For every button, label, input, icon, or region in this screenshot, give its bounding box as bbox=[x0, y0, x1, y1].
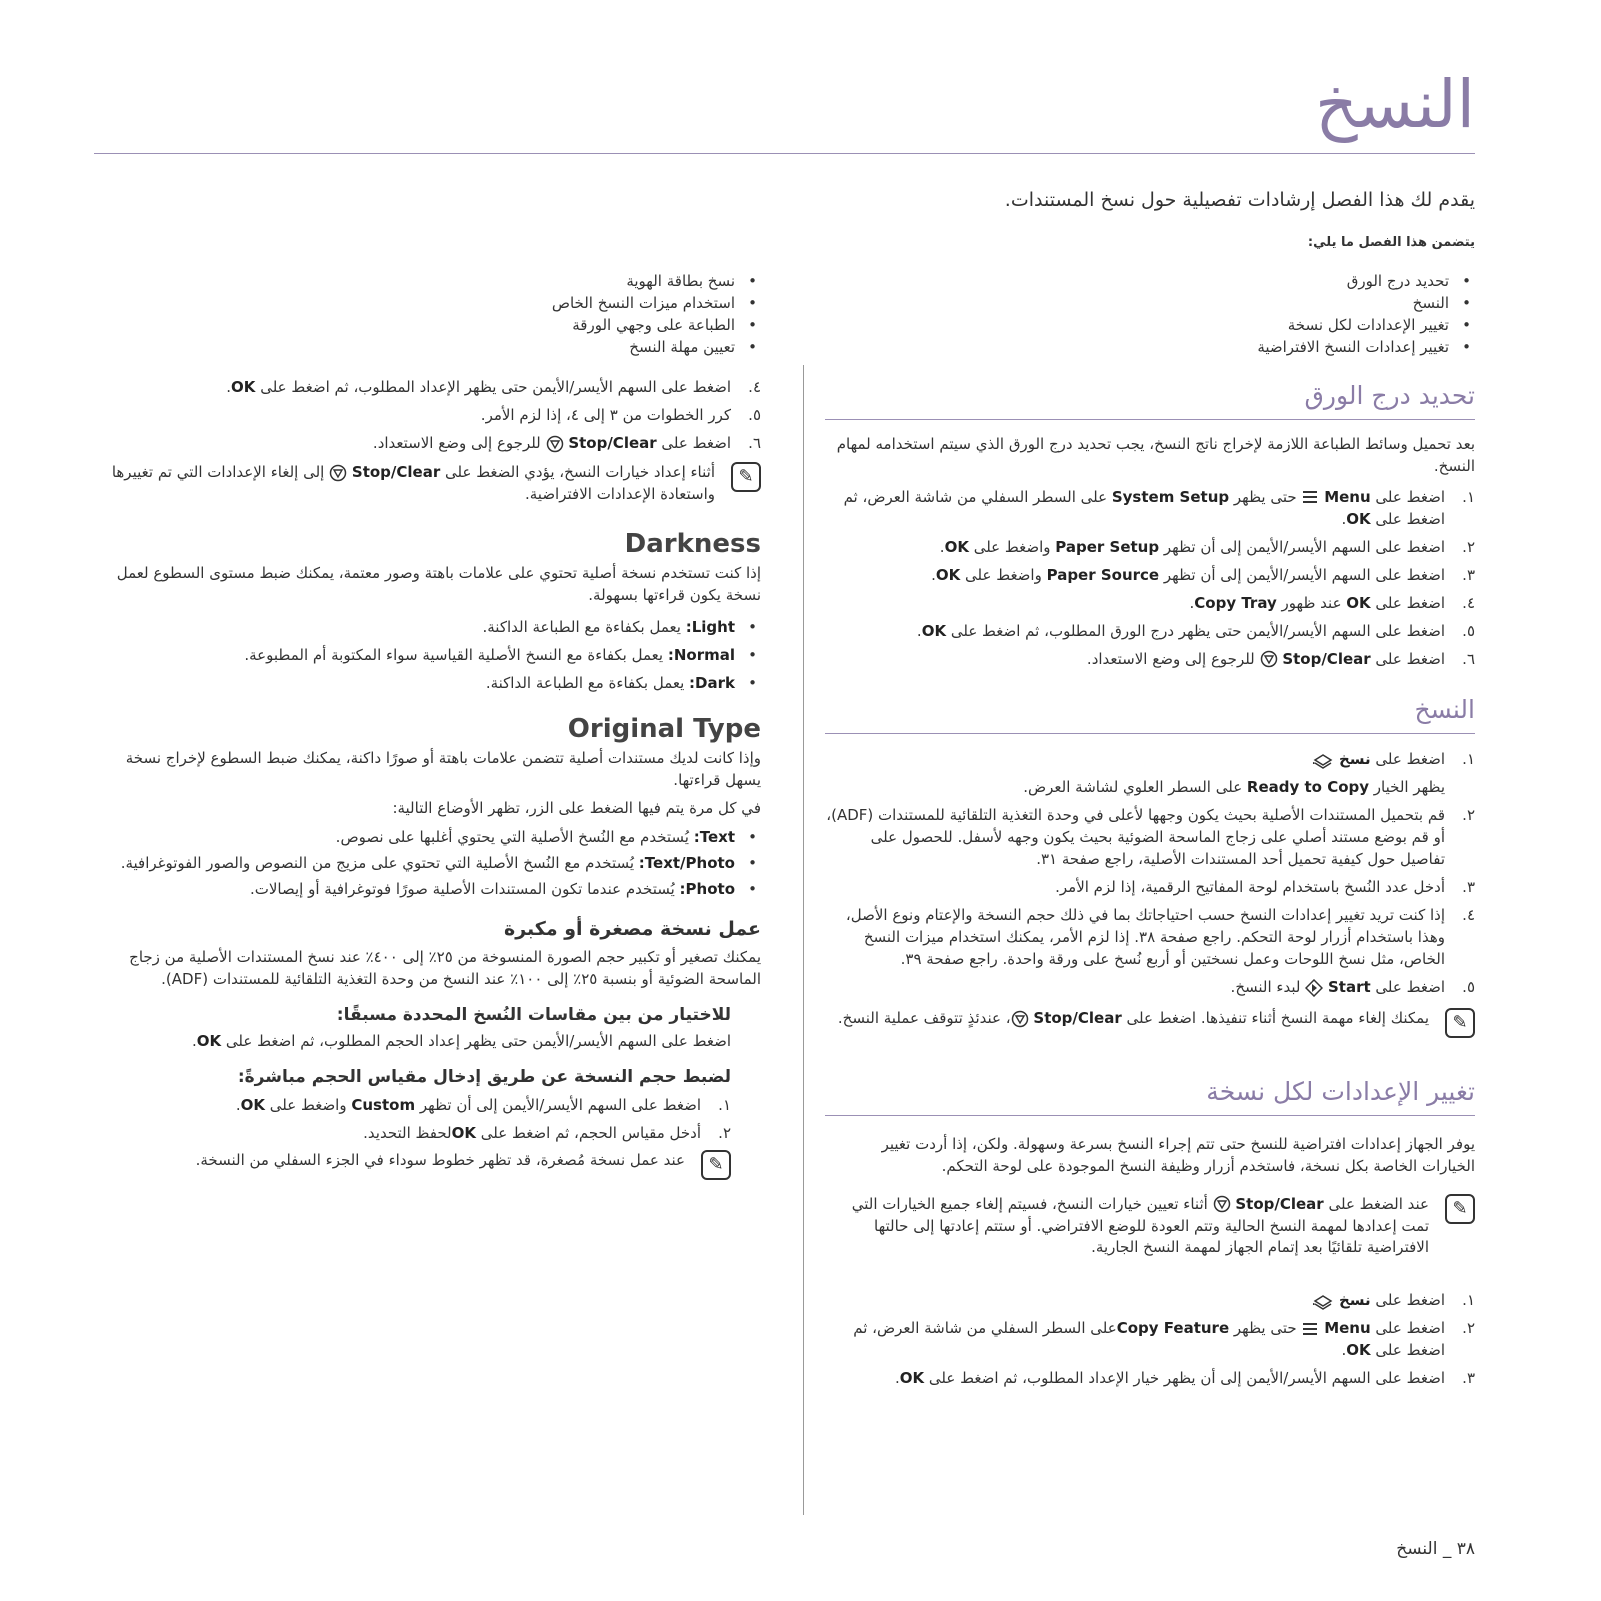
step-item: ٣. اضغط على السهم الأيسر/الأيمن إلى أن يظهر خيار الإعداد المطلوب، ثم اضغط على OK. bbox=[895, 1369, 1475, 1387]
step-item: ٤. اضغط على OK عند ظهور Copy Tray. bbox=[1189, 593, 1475, 612]
reduce-note: ✎ عند عمل نسخة مُصغرة، قد تظهر خطوط سوداء في الجزء السفلي من النسخة. bbox=[101, 1150, 731, 1184]
reduce-enlarge-heading: عمل نسخة مصغرة أو مكبرة bbox=[504, 917, 761, 940]
step-item: ٣. أدخل عدد النُسخ باستخدام لوحة المفاتيح الرقمية، إذا لزم الأمر. bbox=[1055, 878, 1475, 896]
step-item: ٢. اضغط على Menu حتى يظهر Copy Featureعلى السطر السفلي من شاشة العرض، ثم اضغط على OK. bbox=[853, 1319, 1475, 1359]
toc-item[interactable]: • تعيين مهلة النسخ bbox=[101, 336, 761, 358]
stop-clear-icon bbox=[1011, 1010, 1029, 1028]
settings-note: ✎ عند الضغط على Stop/Clear أثناء تعيين خيارات النسخ، فسيتم إلغاء جميع الخيارات التي تمت إعدادها لمهمة النسخ الحالية وتتم العودة للوضع الافتراضي. أو ستتم إعادتها إلى حالتها الافتراضية تلقائيًا بعد إتمام الجهاز لمهمة النسخ الجارية. bbox=[825, 1194, 1475, 1259]
start-icon bbox=[1305, 979, 1323, 997]
step-item: ١. اضغط على نسخ . bbox=[1311, 1291, 1475, 1309]
list-item: • Normal: يعمل بكفاءة مع النسخ الأصلية القياسية سواء المكتوبة أم المطبوعة. bbox=[101, 641, 761, 669]
original-list bbox=[101, 824, 761, 902]
column-divider bbox=[803, 365, 804, 1515]
step-item: ٥. اضغط على Start لبدء النسخ. bbox=[1230, 978, 1475, 996]
note-icon: ✎ bbox=[701, 1150, 731, 1180]
page-footer: ٣٨ _ النسخ bbox=[1396, 1539, 1475, 1559]
title-rule bbox=[94, 153, 1475, 154]
menu-icon bbox=[1301, 1320, 1319, 1338]
menu-icon bbox=[1301, 488, 1319, 506]
note-icon: ✎ bbox=[731, 462, 761, 492]
section-heading-settings: تغيير الإعدادات لكل نسخة bbox=[825, 1074, 1475, 1116]
darkness-list bbox=[101, 613, 761, 697]
page-title: النسخ bbox=[1315, 66, 1475, 143]
toc-item[interactable]: • الطباعة على وجهي الورقة bbox=[101, 314, 761, 336]
preset-sizes-heading: للاختيار من بين مقاسات النُسخ المحددة مسبقًا: bbox=[336, 1004, 731, 1025]
settings-paragraph: يوفر الجهاز إعدادات افتراضية للنسخ حتى تتم إجراء النسخ بسرعة وسهولة. ولكن، إذا أردت تغيير الخيارات الخاصة بكل نسخة، فاستخدم أزرار وظيفة النسخ الموجودة على لوحة التحكم. bbox=[881, 1135, 1475, 1175]
tray-steps bbox=[825, 486, 1475, 670]
step-item: ١. اضغط على السهم الأيسر/الأيمن إلى أن تظهر Custom واضغط على OK. bbox=[235, 1095, 731, 1114]
step-item: ٥. كرر الخطوات من ٣ إلى ٤، إذا لزم الأمر. bbox=[480, 406, 761, 424]
stop-clear-icon bbox=[1260, 650, 1278, 668]
preset-sizes-text: اضغط على السهم الأيسر/الأيمن حتى يظهر إعداد الحجم المطلوب، ثم اضغط على OK. bbox=[191, 1032, 731, 1051]
settings-steps bbox=[825, 1289, 1475, 1389]
stop-clear-icon bbox=[546, 435, 564, 453]
toc-item[interactable]: • نسخ بطاقة الهوية bbox=[101, 270, 761, 292]
toc-item[interactable]: • النسخ bbox=[825, 292, 1475, 314]
section-heading-tray: تحديد درج الورق bbox=[825, 378, 1475, 420]
step-item: ٣. اضغط على السهم الأيسر/الأيمن إلى أن تظهر Paper Source واضغط على OK. bbox=[931, 565, 1475, 584]
copy-steps bbox=[825, 748, 1475, 998]
right-column bbox=[825, 270, 1475, 1395]
step-item: ٢. اضغط على السهم الأيسر/الأيمن إلى أن تظهر Paper Setup واضغط على OK. bbox=[939, 537, 1475, 556]
step-item: ٤. اضغط على السهم الأيسر/الأيمن حتى يظهر الإعداد المطلوب، ثم اضغط على OK. bbox=[226, 378, 761, 396]
note-icon: ✎ bbox=[1445, 1008, 1475, 1038]
list-item: • Dark: يعمل بكفاءة مع الطباعة الداكنة. bbox=[101, 669, 761, 697]
toc-item[interactable]: • تحديد درج الورق bbox=[825, 270, 1475, 292]
toc-item[interactable]: • استخدام ميزات النسخ الخاص bbox=[101, 292, 761, 314]
step-item: ٢. قم بتحميل المستندات الأصلية بحيث يكون وجهها لأعلى في وحدة التغذية التلقائية للمستندات (ADF)، أو قم بوضع مستند أصلي على زجاج الماسحة الضوئية بحيث يكون وجهه لأسفل. للحصول على تفاصيل حول كيفية تحميل أحد المستندات الأصلية، راجع صفحة ٣١. bbox=[826, 806, 1475, 868]
left-steps bbox=[101, 376, 761, 454]
stop-clear-icon bbox=[1213, 1195, 1231, 1213]
custom-scale-steps bbox=[101, 1094, 761, 1144]
intro-text: يقدم لك هذا الفصل إرشادات تفصيلية حول نسخ المستندات. bbox=[1004, 189, 1475, 211]
step-item: ٤. إذا كنت تريد تغيير إعدادات النسخ حسب احتياجاتك بما في ذلك حجم النسخة والإعتام ونوع الأصل، وهذا باستخدام أزرار لوحة التحكم. راجع صفحة ٣٨. إذا لزم الأمر، يمكنك استخدام ميزات النسخ الخاص، مثل نسخ اللوحات وعمل نسختين أو أربع نُسخ على ورقة واحدة. راجع صفحة ٣٩. bbox=[845, 906, 1475, 968]
step-item: ١. اضغط على نسخ . bbox=[1311, 750, 1475, 768]
copy-note: ✎ يمكنك إلغاء مهمة النسخ أثناء تنفيذها. اضغط على Stop/Clear ، عندئذٍ تتوقف عملية النسخ. bbox=[825, 1008, 1475, 1042]
original-type-heading: Original Type bbox=[567, 713, 761, 744]
custom-scale-heading: لضبط حجم النسخة عن طريق إدخال مقياس الحجم مباشرةً: bbox=[237, 1067, 731, 1088]
reduce-paragraph: يمكنك تصغير أو تكبير حجم الصورة المنسوخة من ٢٥٪ إلى ٤٠٠٪ عند نسخ المستندات الأصلية من زجاج الماسحة الضوئية أو بنسبة ٢٥٪ إلى ١٠٠٪ عند النسخ من وحدة التغذية التلقائية للمستندات (ADF). bbox=[129, 948, 761, 988]
left-note: ✎ أثناء إعداد خيارات النسخ، يؤدي الضغط على Stop/Clear إلى إلغاء الإعدادات التي تم تغييرها واستعادة الإعدادات الافتراضية. bbox=[101, 462, 761, 506]
step-item: ٦. اضغط على Stop/Clear للرجوع إلى وضع الاستعداد. bbox=[372, 434, 761, 452]
step-item: ٥. اضغط على السهم الأيسر/الأيمن حتى يظهر درج الورق المطلوب، ثم اضغط على OK. bbox=[916, 621, 1475, 640]
list-item: • Photo: يُستخدم عندما تكون المستندات الأصلية صورًا فوتوغرافية أو إيصالات. bbox=[101, 876, 761, 902]
step-item: ٢. أدخل مقياس الحجم، ثم اضغط على OKلحفظ التحديد. bbox=[363, 1123, 731, 1142]
stop-clear-icon bbox=[329, 464, 347, 482]
step-item: يظهر الخيار Ready to Copy على السطر العلوي لشاشة العرض. bbox=[1023, 778, 1445, 796]
intro-subtitle: يتضمن هذا الفصل ما يلي: bbox=[1307, 235, 1475, 250]
list-item: • Text: يُستخدم مع النُسخ الأصلية التي يحتوي أغلبها على نصوص. bbox=[101, 824, 761, 850]
note-icon: ✎ bbox=[1445, 1194, 1475, 1224]
toc-left bbox=[101, 270, 761, 358]
list-item: • Text/Photo: يُستخدم مع النُسخ الأصلية التي تحتوي على مزيج من النصوص والصور الفوتوغرافية. bbox=[101, 850, 761, 876]
darkness-paragraph: إذا كنت تستخدم نسخة أصلية تحتوي على علامات باهتة وصور معتمة، يمكنك ضبط مستوى السطوع لعمل نسخة يكون قراءتها بسهولة. bbox=[116, 564, 761, 604]
section-heading-copy: النسخ bbox=[825, 692, 1475, 734]
left-column bbox=[101, 270, 761, 1184]
step-item: ١. اضغط على Menu حتى يظهر System Setup على السطر السفلي من شاشة العرض، ثم اضغط على OK. bbox=[843, 487, 1475, 528]
step-item: ٦. اضغط على Stop/Clear للرجوع إلى وضع الاستعداد. bbox=[1086, 649, 1475, 668]
original-paragraph: وإذا كانت لديك مستندات أصلية تتضمن علامات باهتة أو صورًا داكنة، يمكنك ضبط السطوع لإخراج نسخة يسهل قراءتها. bbox=[125, 749, 761, 790]
copy-icon bbox=[1316, 1292, 1334, 1310]
copy-icon bbox=[1316, 751, 1334, 769]
darkness-heading: Darkness bbox=[624, 528, 761, 559]
list-item: • Light: يعمل بكفاءة مع الطباعة الداكنة. bbox=[101, 613, 761, 641]
toc-item[interactable]: • تغيير إعدادات النسخ الافتراضية bbox=[825, 336, 1475, 358]
toc-item[interactable]: • تغيير الإعدادات لكل نسخة bbox=[825, 314, 1475, 336]
toc-right bbox=[825, 270, 1475, 358]
original-paragraph-2: في كل مرة يتم فيها الضغط على الزر، تظهر الأوضاع التالية: bbox=[392, 798, 761, 817]
tray-paragraph: بعد تحميل وسائط الطباعة اللازمة لإخراج ناتج النسخ، يجب تحديد درج الورق الذي سيتم استخدامه لمهام النسخ. bbox=[836, 435, 1475, 475]
